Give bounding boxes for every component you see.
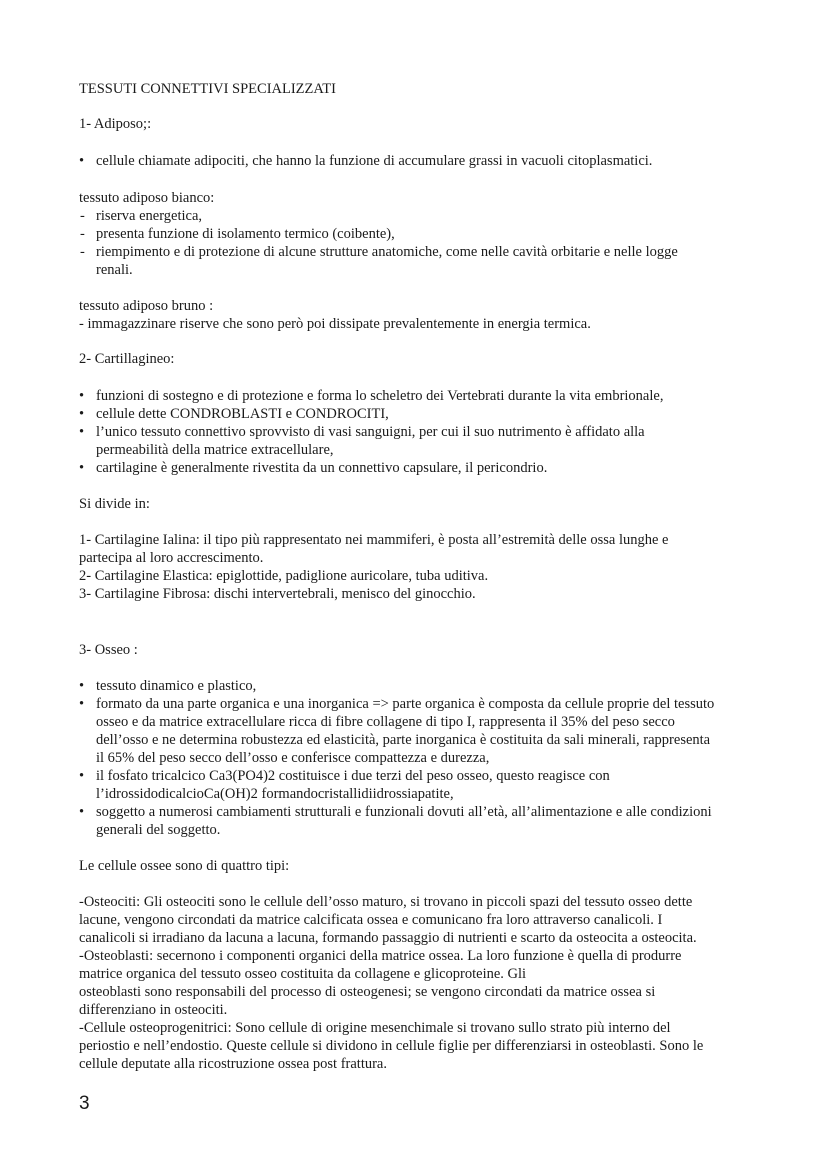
page-number: 3 — [79, 1093, 90, 1114]
list-item-line: il fosfato tricalcico Ca3(PO4)2 costituisce i due terzi del peso osseo, questo reagisce con — [96, 768, 610, 784]
list-item-line: riempimento e di protezione di alcune strutture anatomiche, come nelle cavità orbitarie e nelle logge — [96, 244, 678, 260]
dash-icon: - — [80, 244, 85, 260]
list-item-line: permeabilità della matrice extracellulare, — [96, 442, 334, 458]
list-item-line: formato da una parte organica e una inorganica => parte organica è composta da cellule proprie del tessuto — [96, 696, 715, 712]
adiposo-bullet-text: cellule chiamate adipociti, che hanno la funzione di accumulare grassi in vacuoli citoplasmatici. — [96, 153, 653, 169]
adiposo-heading: 1- Adiposo;: — [79, 116, 152, 132]
list-item-line: renali. — [96, 262, 133, 278]
list-item-line: soggetto a numerosi cambiamenti strutturali e funzionali dovuti all’età, all’alimentazione e alle condizioni — [96, 804, 712, 820]
text-line: 3- Cartilagine Fibrosa: dischi intervertebrali, menisco del ginocchio. — [79, 586, 476, 602]
bullet-icon: • — [79, 696, 85, 712]
cartillagineo-heading: 2- Cartillagineo: — [79, 351, 175, 367]
text-line: canalicoli si irradiano da lacuna a lacuna, formando passaggio di nutrienti e scarto da osteocita a osteocita. — [79, 930, 697, 946]
list-item — [79, 243, 769, 279]
text-line: -Osteociti: Gli osteociti sono le cellule dell’osso maturo, si trovano in piccoli spazi del tessuto osseo dette — [79, 894, 693, 910]
osseo-cells-heading: Le cellule ossee sono di quattro tipi: — [79, 858, 290, 874]
list-item — [79, 405, 769, 423]
list-item-line: l’idrossidodicalcioCa(OH)2 formandocristallidiidrossiapatite, — [96, 786, 454, 802]
text-line: 2- Cartilagine Elastica: epiglottide, padiglione auricolare, tuba uditiva. — [79, 568, 489, 584]
list-item — [79, 459, 769, 477]
adiposo-bullet-list — [79, 152, 769, 170]
list-item — [79, 225, 769, 243]
osseo-cells-text — [79, 893, 759, 1073]
text-line: periostio e nell’endostio. Queste cellule si dividono in cellule figlie per differenziarsi in osteoblasti. Sono le — [79, 1038, 704, 1054]
adiposo-bianco-heading: tessuto adiposo bianco: — [79, 190, 215, 206]
list-item — [79, 677, 769, 695]
list-item — [79, 423, 769, 459]
list-item — [79, 387, 769, 405]
list-item-line: dell’osso e ne determina robustezza ed elasticità, parte inorganica è costituita da sali minerali, rappresenta — [96, 732, 711, 748]
list-item-line: tessuto dinamico e plastico, — [96, 678, 257, 694]
list-item — [79, 803, 769, 839]
list-item — [79, 767, 769, 803]
text-line: osteoblasti sono responsabili del processo di osteogenesi; se vengono circondati da matrice ossea si — [79, 984, 656, 1000]
cartillagineo-list — [79, 387, 769, 477]
list-item-line: il 65% del peso secco dell’osso e conferisce compattezza e durezza, — [96, 750, 490, 766]
adiposo-bruno-heading: tessuto adiposo bruno : — [79, 298, 214, 314]
bullet-icon: • — [79, 406, 85, 422]
list-item-line: riserva energetica, — [96, 208, 203, 224]
cartilagine-types — [79, 531, 759, 603]
bullet-icon: • — [79, 678, 85, 694]
bullet-icon: • — [79, 424, 85, 440]
list-item-line: presenta funzione di isolamento termico (coibente), — [96, 226, 395, 242]
osseo-list — [79, 677, 769, 839]
list-item — [79, 207, 769, 225]
list-item-line: cartilagine è generalmente rivestita da un connettivo capsulare, il pericondrio. — [96, 460, 548, 476]
text-line: 1- Cartilagine Ialina: il tipo più rappresentato nei mammiferi, è posta all’estremità delle ossa lunghe e — [79, 532, 669, 548]
adiposo-bruno-line: - immagazzinare riserve che sono però poi dissipate prevalentemente in energia termica. — [79, 316, 591, 332]
bullet-icon: • — [79, 388, 85, 404]
bullet-icon: • — [79, 768, 85, 784]
text-line: cellule deputate alla ricostruzione ossea post frattura. — [79, 1056, 387, 1072]
list-item-line: osseo e da matrice extracellulare ricca di fibre collagene di tipo I, rappresenta il 35% del peso secco — [96, 714, 675, 730]
bullet-icon: • — [79, 460, 85, 476]
list-item-line: cellule dette CONDROBLASTI e CONDROCITI, — [96, 406, 389, 422]
list-item — [79, 152, 769, 170]
cartillagineo-divide: Si divide in: — [79, 496, 150, 512]
list-item-line: funzioni di sostegno e di protezione e forma lo scheletro dei Vertebrati durante la vita embrionale, — [96, 388, 664, 404]
list-item-line: l’unico tessuto connettivo sprovvisto di vasi sanguigni, per cui il suo nutrimento è affidato alla — [96, 424, 645, 440]
text-line: partecipa al loro accrescimento. — [79, 550, 264, 566]
text-line: -Osteoblasti: secernono i componenti organici della matrice ossea. La loro funzione è quella di produrre — [79, 948, 682, 964]
osseo-heading: 3- Osseo : — [79, 642, 138, 658]
dash-icon: - — [80, 208, 85, 224]
list-item — [79, 695, 769, 767]
list-item-line: generali del soggetto. — [96, 822, 221, 838]
bullet-icon: • — [79, 804, 85, 820]
text-line: lacune, vengono circondati da matrice calcificata ossea e comunicano fra loro attraverso canalicoli. I — [79, 912, 663, 928]
text-line: -Cellule osteoprogenitrici: Sono cellule di origine mesenchimale si trovano sullo strato più interno del — [79, 1020, 671, 1036]
page-title: TESSUTI CONNETTIVI SPECIALIZZATI — [79, 81, 336, 97]
adiposo-bianco-list — [79, 207, 769, 279]
dash-icon: - — [80, 226, 85, 242]
bullet-icon: • — [79, 153, 85, 169]
text-line: differenziano in osteociti. — [79, 1002, 228, 1018]
text-line: matrice organica del tessuto osseo costituita da collagene e glicoproteine. Gli — [79, 966, 527, 982]
